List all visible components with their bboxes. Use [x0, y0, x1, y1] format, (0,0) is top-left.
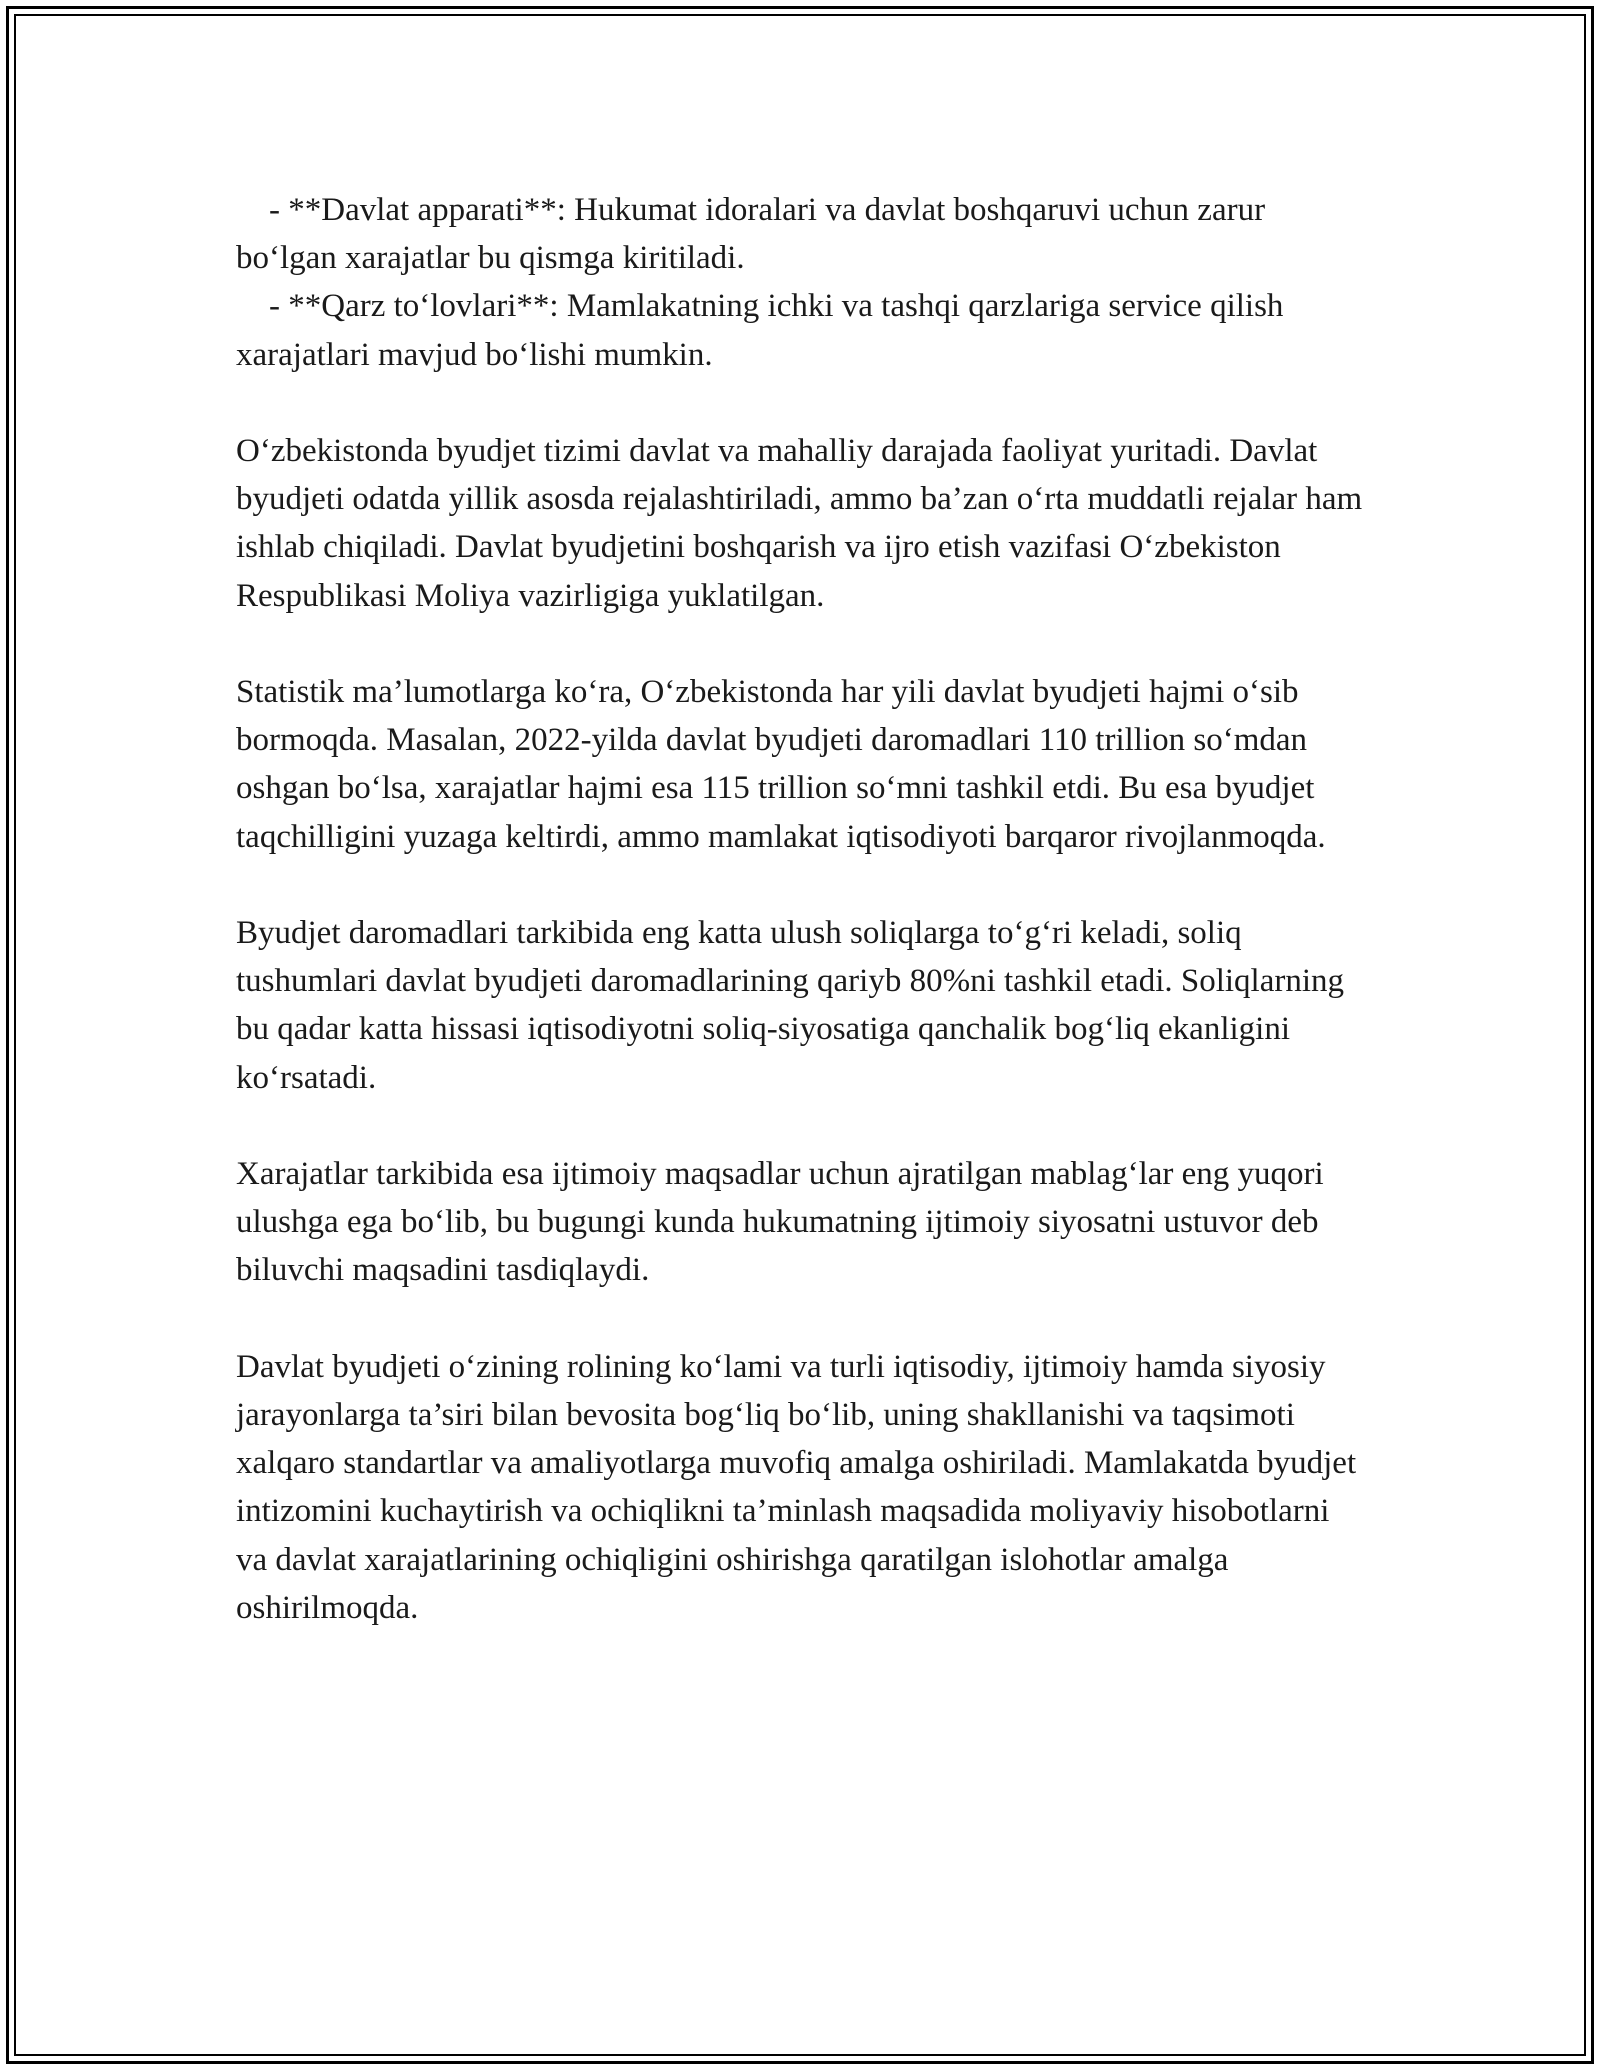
paragraph-gap: [236, 861, 1366, 909]
paragraph-revenue-structure: Byudjet daromadlari tarkibida eng katta ulush soliqlarga to‘g‘ri keladi, soliq tushumlari davlat byudjeti daromadlarining qariyb 80%ni tashkil etadi. Soliqlarning bu qadar katta hissasi iqtisodiyotni soliq-siyosatiga qanchalik bog‘liq ekanligini ko‘rsatadi.: [236, 915, 1353, 1096]
paragraph-gap: [236, 620, 1366, 668]
document-body: [236, 186, 1371, 1632]
paragraph-conclusion: Davlat byudjeti o‘zining rolining ko‘lami va turli iqtisodiy, ijtimoiy hamda siyosiy jarayonlarga ta’siri bilan bevosita bog‘liq bo‘lib, uning shakllanishi va taqsimoti xalqaro standartlar va amaliyotlarga muvofiq amalga oshiriladi. Mamlakatda byudjet intizomini kuchaytirish va ochiqlikni ta’minlash maqsadida moliyaviy hisobotlarni va davlat xarajatlarining ochiqligini oshirishga qaratilgan islohotlar amalga oshirilmoqda.: [236, 1348, 1365, 1626]
bullet-qarz-tolovlari: - **Qarz to‘lovlari**: Mamlakatning ichki va tashqi qarzlariga service qilish xarajatlari mavjud bo‘lishi mumkin.: [236, 288, 1292, 373]
paragraph-gap: [236, 1295, 1366, 1343]
paragraph-gap: [236, 379, 1366, 427]
paragraph-budget-system: O‘zbekistonda byudjet tizimi davlat va mahalliy darajada faoliyat yuritadi. Davlat byudjeti odatda yillik asosda rejalashtiriladi, ammo ba’zan o‘rta muddatli rejalar ham ishlab chiqiladi. Davlat byudjetini boshqarish va ijro etish vazifasi O‘zbekiston Respublikasi Moliya vazirligiga yuklatilgan.: [236, 433, 1371, 614]
paragraph-statistics: Statistik ma’lumotlarga ko‘ra, O‘zbekistonda har yili davlat byudjeti hajmi o‘sib bormoqda. Masalan, 2022-yilda davlat byudjeti daromadlari 110 trillion so‘mdan oshgan bo‘lsa, xarajatlar hajmi esa 115 trillion so‘mni tashkil etdi. Bu esa byudjet taqchilligini yuzaga keltirdi, ammo mamlakat iqtisodiyoti barqaror rivojlanmoqda.: [236, 674, 1326, 855]
bullet-davlat-apparati: - **Davlat apparati**: Hukumat idoralari va davlat boshqaruvi uchun zarur bo‘lgan xarajatlar bu qismga kiritiladi.: [236, 192, 1274, 277]
paragraph-expenditure-structure: Xarajatlar tarkibida esa ijtimoiy maqsadlar uchun ajratilgan mablag‘lar eng yuqori ulushga ega bo‘lib, bu bugungi kunda hukumatning ijtimoiy siyosatni ustuvor deb biluvchi maqsadini tasdiqlaydi.: [236, 1156, 1332, 1289]
paragraph-gap: [236, 1102, 1366, 1150]
